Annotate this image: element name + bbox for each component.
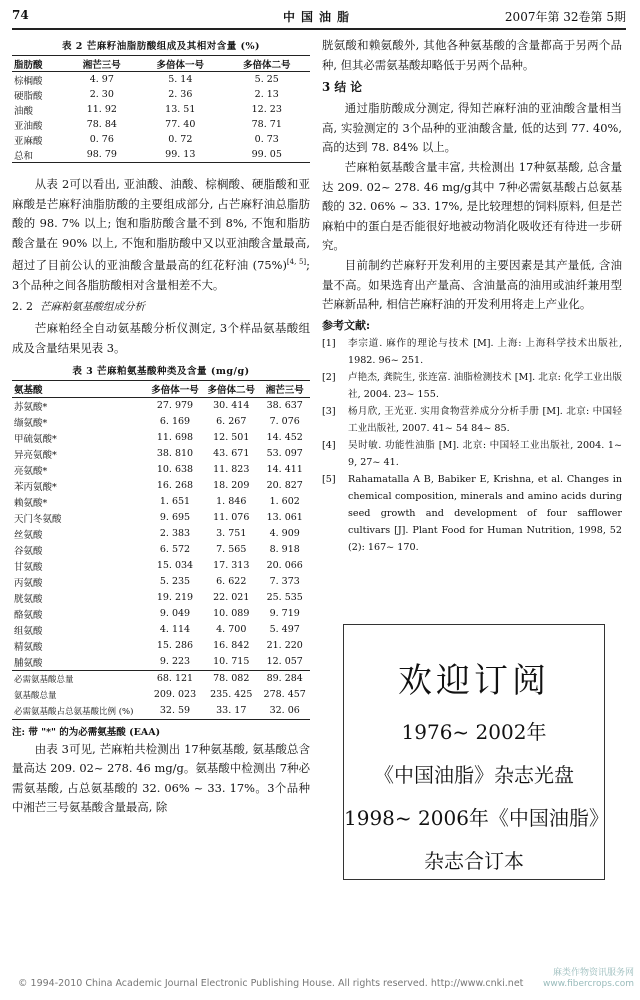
table3-summary-cell: 32. 06	[269, 705, 300, 717]
table2-cell: 棕榈酸	[14, 75, 43, 87]
table3-cell: 12. 501	[213, 432, 250, 444]
table2-col: 多倍体一号	[156, 59, 205, 71]
para-text: ; 3个品种之间各脂肪酸相对含量相差不大。	[12, 258, 310, 292]
table3-row	[12, 446, 310, 462]
table3-cell: 丙氨酸	[14, 577, 43, 589]
table3-cell: 18. 209	[213, 480, 250, 492]
table2-header-row	[12, 56, 310, 72]
ad-line: 杂志合订本	[424, 849, 524, 873]
paragraph-conclusion-1: 通过脂肪酸成分测定, 得知芒麻籽油的亚油酸含量相当高, 实验测定的 3个品种的亚油酸含量, 低的达到 77. 40%, 高的达到 78. 84% 以上。	[322, 101, 622, 155]
table2-cell: 99. 05	[251, 149, 282, 160]
para-text: 从表 2可以看出, 亚油酸、油酸、棕榈酸、硬脂酸和亚麻酸是芒麻籽油脂肪酸的主要组成部分, 占芒麻籽油总脂肪酸的 98. 7% 以上; 饱和脂肪酸含量不到 8%, 不饱和脂肪酸含量在 90% 以上, 不饱和脂肪酸中又以亚油酸含量最高, 超过了目前公认的亚油酸含量最高的红花籽油 (75%)	[12, 177, 310, 273]
ad-line: 《中国油脂》杂志光盘	[374, 763, 574, 787]
table2	[12, 55, 310, 163]
subsection-2-2	[12, 297, 310, 317]
table3-cell: 27. 979	[156, 400, 194, 412]
table3-cell: 甲硫氨酸*	[14, 433, 57, 445]
table3-cell: 8. 918	[269, 544, 300, 556]
table3-cell: 21. 220	[266, 640, 303, 652]
table2-cell: 0. 72	[168, 134, 193, 145]
table3-cell: 7. 076	[269, 416, 300, 428]
table2-cell: 4. 97	[89, 74, 114, 85]
table3-summary-row	[12, 703, 310, 720]
table2-cell: 11. 92	[86, 104, 117, 115]
reference-number: [4]	[322, 439, 336, 451]
table3-summary-cell: 89. 284	[266, 673, 303, 685]
table3-row	[12, 462, 310, 478]
paragraph-conclusion-2: 芒麻粕氨基酸含量丰富, 共检测出 17种氨基酸, 总含量达 209. 02~ 278. 46 mg/g其中 7种必需氨基酸占总氨基酸的 32. 06% ~ 33. 17%, 是比较理想的饲料原料, 但是芒麻粕中的蛋白是否能很好地被动物消化吸收还有待进一步研究。	[322, 159, 622, 253]
paragraph-amino-results: 由表 3可见, 芒麻粕共检测出 17种氨基酸, 氨基酸总含量高达 209. 02~ 278. 46 mg/g。氨基酸中检测出 7种必需氨基酸, 占总氨基酸的 32. 06% ~ 33. 17%。3个品种中湘芒三号氨基酸含量最高, 除	[12, 741, 310, 815]
table3-cell: 14. 411	[266, 464, 303, 476]
reference-number: [5]	[322, 473, 336, 485]
table3-cell: 10. 638	[156, 464, 194, 476]
table2-cell: 亚油酸	[14, 120, 43, 132]
table2-cell: 0. 76	[89, 134, 114, 145]
table3-cell: 赖氨酸*	[14, 497, 48, 509]
table3-cell: 7. 565	[216, 544, 247, 556]
reference-item	[322, 335, 622, 369]
table2-cell: 0. 73	[254, 134, 279, 145]
header-rule	[12, 28, 626, 30]
table3-summary-cell: 68. 121	[156, 673, 194, 685]
table3-cell: 异亮氨酸*	[14, 449, 57, 461]
table3-note: 注: 带 "*" 的为必需氨基酸 (EAA)	[12, 726, 161, 738]
table3-cell: 胱氨酸	[14, 593, 43, 605]
table3-cell: 谷氨酸	[14, 545, 43, 557]
table3-cell: 4. 700	[216, 624, 247, 636]
table3-summary-row	[12, 670, 310, 687]
watermark-line: 麻类作物资讯服务网	[552, 968, 634, 978]
table3-cell: 苯丙氨酸*	[14, 481, 57, 493]
table3-summary-cell: 32. 59	[159, 705, 191, 717]
table2-cell: 硬脂酸	[14, 90, 43, 102]
table3-cell: 14. 452	[266, 432, 303, 444]
table2-cell: 5. 14	[168, 74, 193, 85]
reference-item	[322, 471, 622, 556]
table3-summary-cell: 78. 082	[213, 673, 250, 685]
table3-cell: 1. 846	[216, 496, 247, 508]
table3-cell: 精氨酸	[14, 641, 43, 653]
table3-cell: 亮氨酸*	[14, 465, 48, 477]
table3-caption: 表 3 芒麻粕氨基酸种类及含量 (mg/g)	[72, 365, 250, 377]
page-footer	[0, 968, 640, 994]
ad-line: 1998~ 2006年《中国油脂》	[344, 806, 609, 830]
table2-cell: 2. 13	[254, 89, 279, 100]
table3-summary-cell: 必需氨基酸总量	[14, 674, 74, 685]
table3-cell: 2. 383	[159, 528, 191, 540]
table3-col: 氨基酸	[14, 384, 43, 396]
table3-cell: 9. 719	[269, 608, 300, 620]
table3-row	[12, 654, 310, 671]
table3-cell: 11. 076	[213, 512, 250, 524]
table2-caption: 表 2 芒麻籽油脂肪酸组成及其相对含量 (%)	[61, 41, 261, 52]
paragraph-fatty-acids	[12, 175, 310, 295]
table3-row	[12, 494, 310, 510]
table2-cell: 2. 36	[168, 89, 193, 100]
reference-item	[322, 403, 622, 437]
table2-cell: 78. 84	[86, 119, 117, 130]
table3-cell: 天门冬氨酸	[14, 513, 62, 525]
reference-text: 吴时敏. 功能性油脂 [M]. 北京: 中国轻工业出版社, 2004. 1~ 9, 27~ 41.	[348, 439, 622, 468]
table3-header-row	[12, 380, 310, 397]
table3-row	[12, 510, 310, 526]
table3-cell: 10. 715	[213, 656, 250, 668]
table3-cell: 6. 267	[216, 416, 247, 428]
table3-summary-cell: 209. 023	[153, 689, 197, 701]
table3-row	[12, 397, 310, 414]
left-column	[12, 36, 310, 818]
table3-cell: 9. 223	[159, 656, 191, 668]
table3-col: 多倍体二号	[207, 384, 255, 396]
table2-row	[12, 72, 310, 88]
table3-cell: 30. 414	[213, 400, 250, 412]
table2-cell: 99. 13	[165, 149, 196, 160]
table3-cell: 甘氨酸	[14, 561, 43, 573]
references-heading: 参考文献:	[322, 318, 371, 332]
table3-cell: 6. 169	[159, 416, 191, 428]
reference-text: Rahamatalla A B, Babiker E, Krishna, et al. Changes in chemical composition, minerals and amino acids during seed growth and development of four safflower cultivars [J]. Plant Food for Human Nutrition, 1998, 52 (2): 167~ 170.	[348, 473, 622, 553]
table3-summary-row	[12, 687, 310, 703]
table2-row	[12, 147, 310, 163]
table3-cell: 43. 671	[213, 448, 250, 460]
table3-cell: 脯氨酸	[14, 657, 43, 669]
table3-row	[12, 478, 310, 494]
issue-info: 2007年第 32卷第 5期	[504, 10, 626, 24]
paragraph-amino-intro: 芒麻粕经全自动氨基酸分析仪测定, 3个样品氨基酸组成及含量结果见表 3。	[12, 321, 310, 355]
table2-cell: 亚麻酸	[14, 135, 43, 147]
table3-cell: 22. 021	[213, 592, 250, 604]
table2-col: 脂肪酸	[14, 59, 43, 71]
table3-summary-cell: 235. 425	[210, 689, 253, 701]
table3-cell: 5. 235	[159, 576, 191, 588]
table2-cell: 77. 40	[165, 119, 196, 130]
table3	[12, 380, 310, 720]
table2-row	[12, 132, 310, 147]
table3-row	[12, 622, 310, 638]
table3-cell: 组氨酸	[14, 625, 43, 637]
table3-cell: 15. 286	[156, 640, 194, 652]
table3-cell: 6. 572	[159, 544, 191, 556]
table3-row	[12, 526, 310, 542]
table3-summary-cell: 氨基酸总量	[14, 690, 57, 701]
reference-item	[322, 369, 622, 403]
reference-text: 卢艳杰, 龚院生, 张连富. 油脂检测技术 [M]. 北京: 化学工业出版社, 2004. 23~ 155.	[348, 371, 622, 400]
table2-cell: 12. 23	[251, 104, 282, 115]
ad-line: 1976~ 2002年	[401, 720, 547, 744]
table3-row	[12, 638, 310, 654]
table3-summary-cell: 33. 17	[216, 705, 247, 717]
table3-cell: 12. 057	[266, 656, 303, 668]
ad-title: 欢迎订阅	[398, 661, 550, 701]
table2-col: 湘芒三号	[82, 59, 121, 71]
table3-cell: 1. 602	[269, 496, 300, 508]
table3-row	[12, 430, 310, 446]
reference-number: [3]	[322, 405, 336, 417]
table3-cell: 11. 823	[213, 464, 250, 476]
table2-row	[12, 87, 310, 102]
table3-cell: 9. 049	[159, 608, 191, 620]
running-header	[12, 8, 626, 28]
table2-row	[12, 102, 310, 117]
page-number: 74	[12, 8, 29, 22]
table3-cell: 4. 909	[269, 528, 300, 540]
citation: [4, 5]	[286, 258, 307, 267]
table2-col: 多倍体二号	[243, 59, 291, 71]
table3-row	[12, 574, 310, 590]
table3-cell: 17. 313	[213, 560, 250, 572]
table3-cell: 10. 089	[213, 608, 250, 620]
table3-cell: 6. 622	[216, 576, 247, 588]
table3-cell: 7. 373	[269, 576, 300, 588]
table3-cell: 16. 268	[156, 480, 194, 492]
table3-summary-cell: 必需氨基酸占总氨基酸比例 (%)	[14, 706, 134, 717]
table2-row	[12, 117, 310, 132]
paragraph-continued: 胱氨酸和赖氨酸外, 其他各种氨基酸的含量都高于另两个品种, 但其必需氨基酸却略低于另两个品种。	[322, 38, 622, 72]
table3-cell: 4. 114	[159, 624, 191, 636]
table3-cell: 38. 637	[266, 400, 303, 412]
table3-col: 湘芒三号	[265, 384, 304, 396]
table2-cell: 2. 30	[89, 89, 114, 100]
table3-cell: 20. 066	[266, 560, 303, 572]
table3-row	[12, 558, 310, 574]
table3-row	[12, 414, 310, 430]
reference-item	[322, 437, 622, 471]
subscription-ad	[343, 624, 609, 880]
watermark	[543, 968, 634, 990]
table2-cell: 98. 79	[86, 149, 117, 160]
table3-cell: 3. 751	[216, 528, 247, 540]
section-3-heading: 3 结 论	[322, 80, 363, 95]
table3-cell: 25. 535	[266, 592, 303, 604]
table3-cell: 5. 497	[269, 624, 300, 636]
table3-cell: 9. 695	[159, 512, 191, 524]
table3-cell: 53. 097	[266, 448, 303, 460]
table3-cell: 11. 698	[156, 432, 194, 444]
table3-cell: 19. 219	[156, 592, 194, 604]
table3-summary-cell: 278. 457	[263, 689, 306, 701]
table3-cell: 20. 827	[266, 480, 303, 492]
table3-row	[12, 542, 310, 558]
watermark-line: www.fibercrops.com	[543, 979, 634, 989]
journal-name: 中国油脂	[282, 10, 356, 24]
reference-text: 李宗道. 麻作的理论与技术 [M]. 上海: 上海科学技术出版社, 1982. 96~ 251.	[348, 337, 622, 366]
table3-col: 多倍体一号	[151, 384, 199, 396]
table2-cell: 5. 25	[254, 74, 279, 85]
table3-cell: 苏氨酸*	[14, 401, 48, 413]
reference-text: 杨月欣, 王光亚. 实用食物营养成分分析手册 [M]. 北京: 中国轻工业出版社, 2007. 41~ 54 84~ 85.	[348, 405, 622, 434]
subsection-number: 2. 2	[12, 300, 33, 314]
paragraph-conclusion-3: 目前制约芒麻籽开发利用的主要因素是其产量低, 含油量不高。如果选育出产量高、含油量高的油用或油纤兼用型芒麻新品种, 相信芒麻籽油的开发利用将走上产业化。	[322, 257, 622, 312]
table3-row	[12, 606, 310, 622]
table3-cell: 15. 034	[156, 560, 194, 572]
table3-cell: 1. 651	[159, 496, 191, 508]
table3-cell: 38. 810	[156, 448, 194, 460]
table3-cell: 丝氨酸	[14, 529, 43, 541]
table3-cell: 缬氨酸*	[14, 417, 48, 429]
table3-row	[12, 590, 310, 606]
table2-cell: 总和	[14, 150, 34, 162]
table3-cell: 13. 061	[266, 512, 303, 524]
right-column	[322, 36, 622, 556]
reference-list	[322, 335, 622, 556]
subsection-title: 芒麻粕氨基酸组成分析	[40, 301, 145, 314]
table3-cell: 16. 842	[213, 640, 250, 652]
reference-number: [2]	[322, 371, 336, 383]
copyright-notice: © 1994-2010 China Academic Journal Electronic Publishing House. All rights reserved. http://www.cnki.net	[18, 978, 524, 989]
table2-cell: 油酸	[14, 105, 34, 117]
reference-number: [1]	[322, 337, 336, 349]
table2-cell: 13. 51	[165, 104, 196, 115]
table2-cell: 78. 71	[251, 119, 282, 130]
table3-cell: 酪氨酸	[14, 609, 43, 621]
